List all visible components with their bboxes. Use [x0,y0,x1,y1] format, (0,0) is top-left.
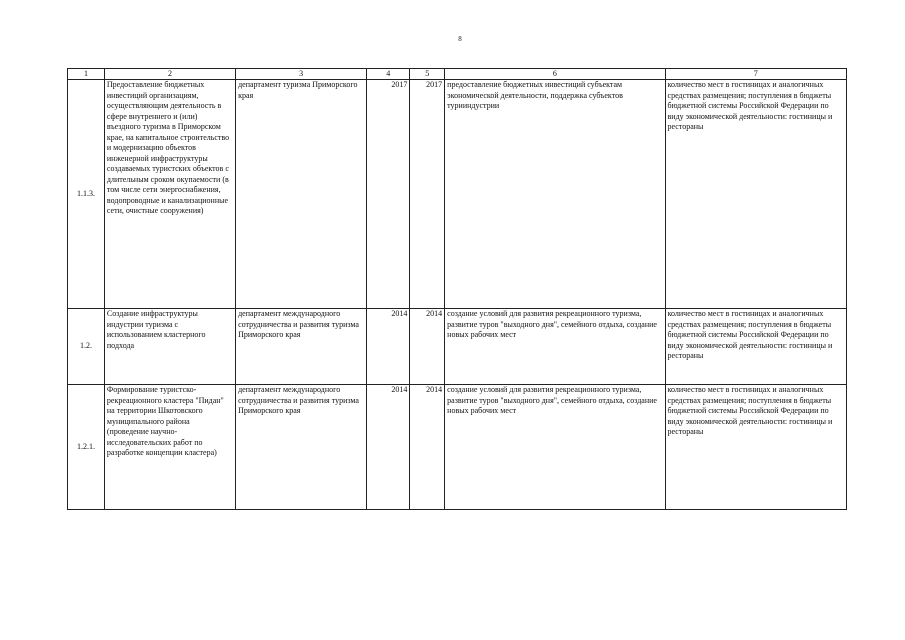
start-year-cell: 2014 [367,309,410,385]
header-cell: 2 [104,69,235,80]
end-year-cell: 2014 [410,309,445,385]
measure-cell: Создание инфраструктуры индустрии туризма с использованием кластерного подхода [104,309,235,385]
table-row [68,80,847,309]
program-table [67,68,847,510]
row-number: 1.2.1. [68,385,105,510]
row-number: 1.1.3. [68,80,105,309]
result-cell: создание условий для развития рекреационного туризма, развитие туров "выходного дня", семейного отдыха, создание новых рабочих мест [445,309,665,385]
row-number: 1.2. [68,309,105,385]
table-row [68,385,847,510]
page-number: 8 [458,35,462,43]
end-year-cell: 2017 [410,80,445,309]
header-cell: 3 [236,69,367,80]
executor-cell: департамент международного сотрудничества и развития туризма Приморского края [236,309,367,385]
start-year-cell: 2017 [367,80,410,309]
indicator-cell: количество мест в гостиницах и аналогичных средствах размещения; поступления в бюджеты бюджетной системы Российской Федерации по виду экономической деятельности: гостиницы и рестораны [665,80,846,309]
measure-cell: Предоставление бюджетных инвестиций организациям, осуществляющим деятельность в сфере внутреннего и (или) въездного туризма в Приморском крае, на капитальное строительство и модернизацию объектов инженерной инфраструктуры создаваемых туристских объектов с длительным сроком окупаемости (в том числе сети энергоснабжения, водопроводные и канализационные сети, очистные сооружения) [104,80,235,309]
executor-cell: департамент международного сотрудничества и развития туризма Приморского края [236,385,367,510]
indicator-cell: количество мест в гостиницах и аналогичных средствах размещения; поступления в бюджеты бюджетной системы Российской Федерации по виду экономической деятельности: гостиницы и рестораны [665,385,846,510]
result-cell: предоставление бюджетных инвестиций субъектам экономической деятельности, поддержка субъектов турииндустрии [445,80,665,309]
header-cell: 1 [68,69,105,80]
result-cell: создание условий для развития рекреационного туризма, развитие туров "выходного дня", семейного отдыха, создание новых рабочих мест [445,385,665,510]
header-cell: 5 [410,69,445,80]
table-row [68,309,847,385]
header-cell: 6 [445,69,665,80]
executor-cell: департамент туризма Приморского края [236,80,367,309]
measure-cell: Формирование туристско-рекреационного кластера "Пидан" на территории Шкотовского муниципального района (проведение научно-исследовательских работ по разработке концепции кластера) [104,385,235,510]
header-cell: 4 [367,69,410,80]
end-year-cell: 2014 [410,385,445,510]
header-row [68,69,847,80]
indicator-cell: количество мест в гостиницах и аналогичных средствах размещения; поступления в бюджеты бюджетной системы Российской Федерации по виду экономической деятельности: гостиницы и рестораны [665,309,846,385]
start-year-cell: 2014 [367,385,410,510]
header-cell: 7 [665,69,846,80]
